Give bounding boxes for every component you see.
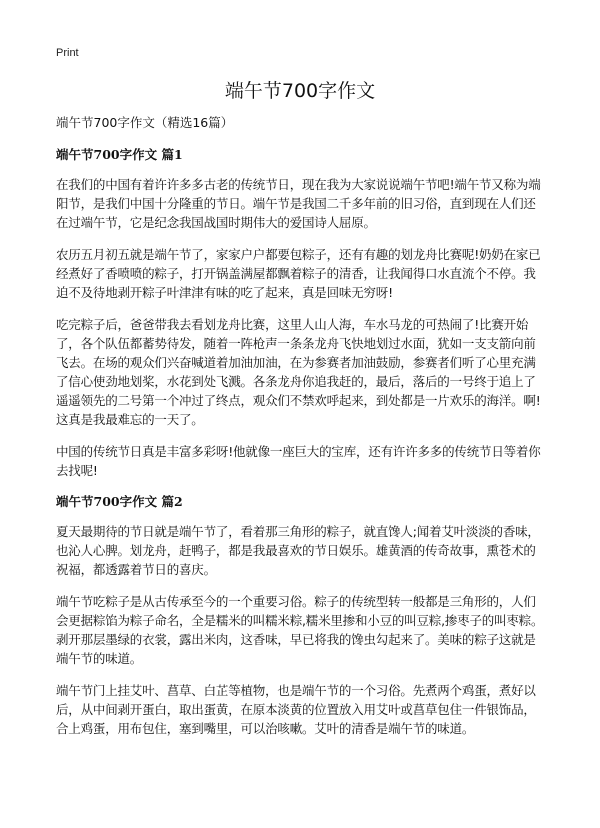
paragraph: 中国的传统节日真是丰富多彩呀!他就像一座巨大的宝库，还有许许多多的传统节日等着你去找呢! <box>56 444 541 478</box>
paragraph: 端午节门上挂艾叶、菖草、白芷等植物，也是端午节的一个习俗。先煮两个鸡蛋，煮好以后，从中间剥开蛋白，取出蛋黄，在原本淡黄的位置放入用艾叶或菖草包住一件银饰品，合上鸡蛋，用布包住，塞到嘴里，可以治咳嗽。艾叶的清香是端午节的味道。 <box>56 683 536 736</box>
essay-section-1 <box>56 146 544 480</box>
paragraph: 农历五月初五就是端午节了，家家户户都要包粽子，还有有趣的划龙舟比赛呢!奶奶在家已经煮好了香喷喷的粽子，打开锅盖满屋都飘着粽子的清香，让我闻得口水直流个不停。我迫不及待地剥开粽子叶津津有味的吃了起来，真是回味无穷呀! <box>56 247 541 300</box>
paragraph: 在我们的中国有着许许多多古老的传统节日，现在我为大家说说端午节吧!端午节又称为端阳节，是我们中国十分隆重的节日。端午节是我国二千多年前的旧习俗，直到现在人们还在过端午节，它是纪念我国战国时期伟大的爱国诗人屈原。 <box>56 177 541 230</box>
section-heading: 端午节700字作文 篇2 <box>56 494 183 509</box>
paragraph: 夏天最期待的节日就是端午节了，看着那三角形的粽子，就直馋人;闻着艾叶淡淡的香味，也沁人心脾。划龙舟，赶鸭子，都是我最喜欢的节日娱乐。雄黄酒的传奇故事，熏苍术的祝福，都透露着节日的喜庆。 <box>56 524 540 577</box>
print-link[interactable]: Print <box>56 47 79 59</box>
page-title: 端午节700字作文 <box>224 80 376 102</box>
essay-section-2 <box>56 493 544 738</box>
section-heading: 端午节700字作文 篇1 <box>56 147 183 162</box>
paragraph: 端午节吃粽子是从古传承至今的一个重要习俗。粽子的传统型转一般都是三角形的，人们会更据粽馅为粽子命名，全是糯米的叫糯米粽,糯米里掺和小豆的叫豆粽,掺枣子的叫枣粽。剥开那层墨绿的衣裳，露出米肉，这香味，早已将我的馋虫勾起来了。美味的粽子这就是端午节的味道。 <box>56 594 544 666</box>
page-subtitle: 端午节700字作文（精选16篇） <box>56 115 234 130</box>
paragraph: 吃完粽子后，爸爸带我去看划龙舟比赛，这里人山人海，车水马龙的可热闹了!比赛开始了，各个队伍都蓄势待发，随着一阵枪声一条条龙舟飞快地划过水面，犹如一支支箭向前飞去。在场的观众们兴奋喊道着加油加油，在为参赛者加油鼓励，参赛者们听了心里充满了信心使劲地划桨，水花到处飞溅。各条龙舟你追我赶的，最后，落后的一号终于追上了遥遥领先的二号第一个冲过了终点，观众们不禁欢呼起来，到处都是一片欢乐的海洋。啊!这真是我最难忘的一天了。 <box>56 317 541 427</box>
